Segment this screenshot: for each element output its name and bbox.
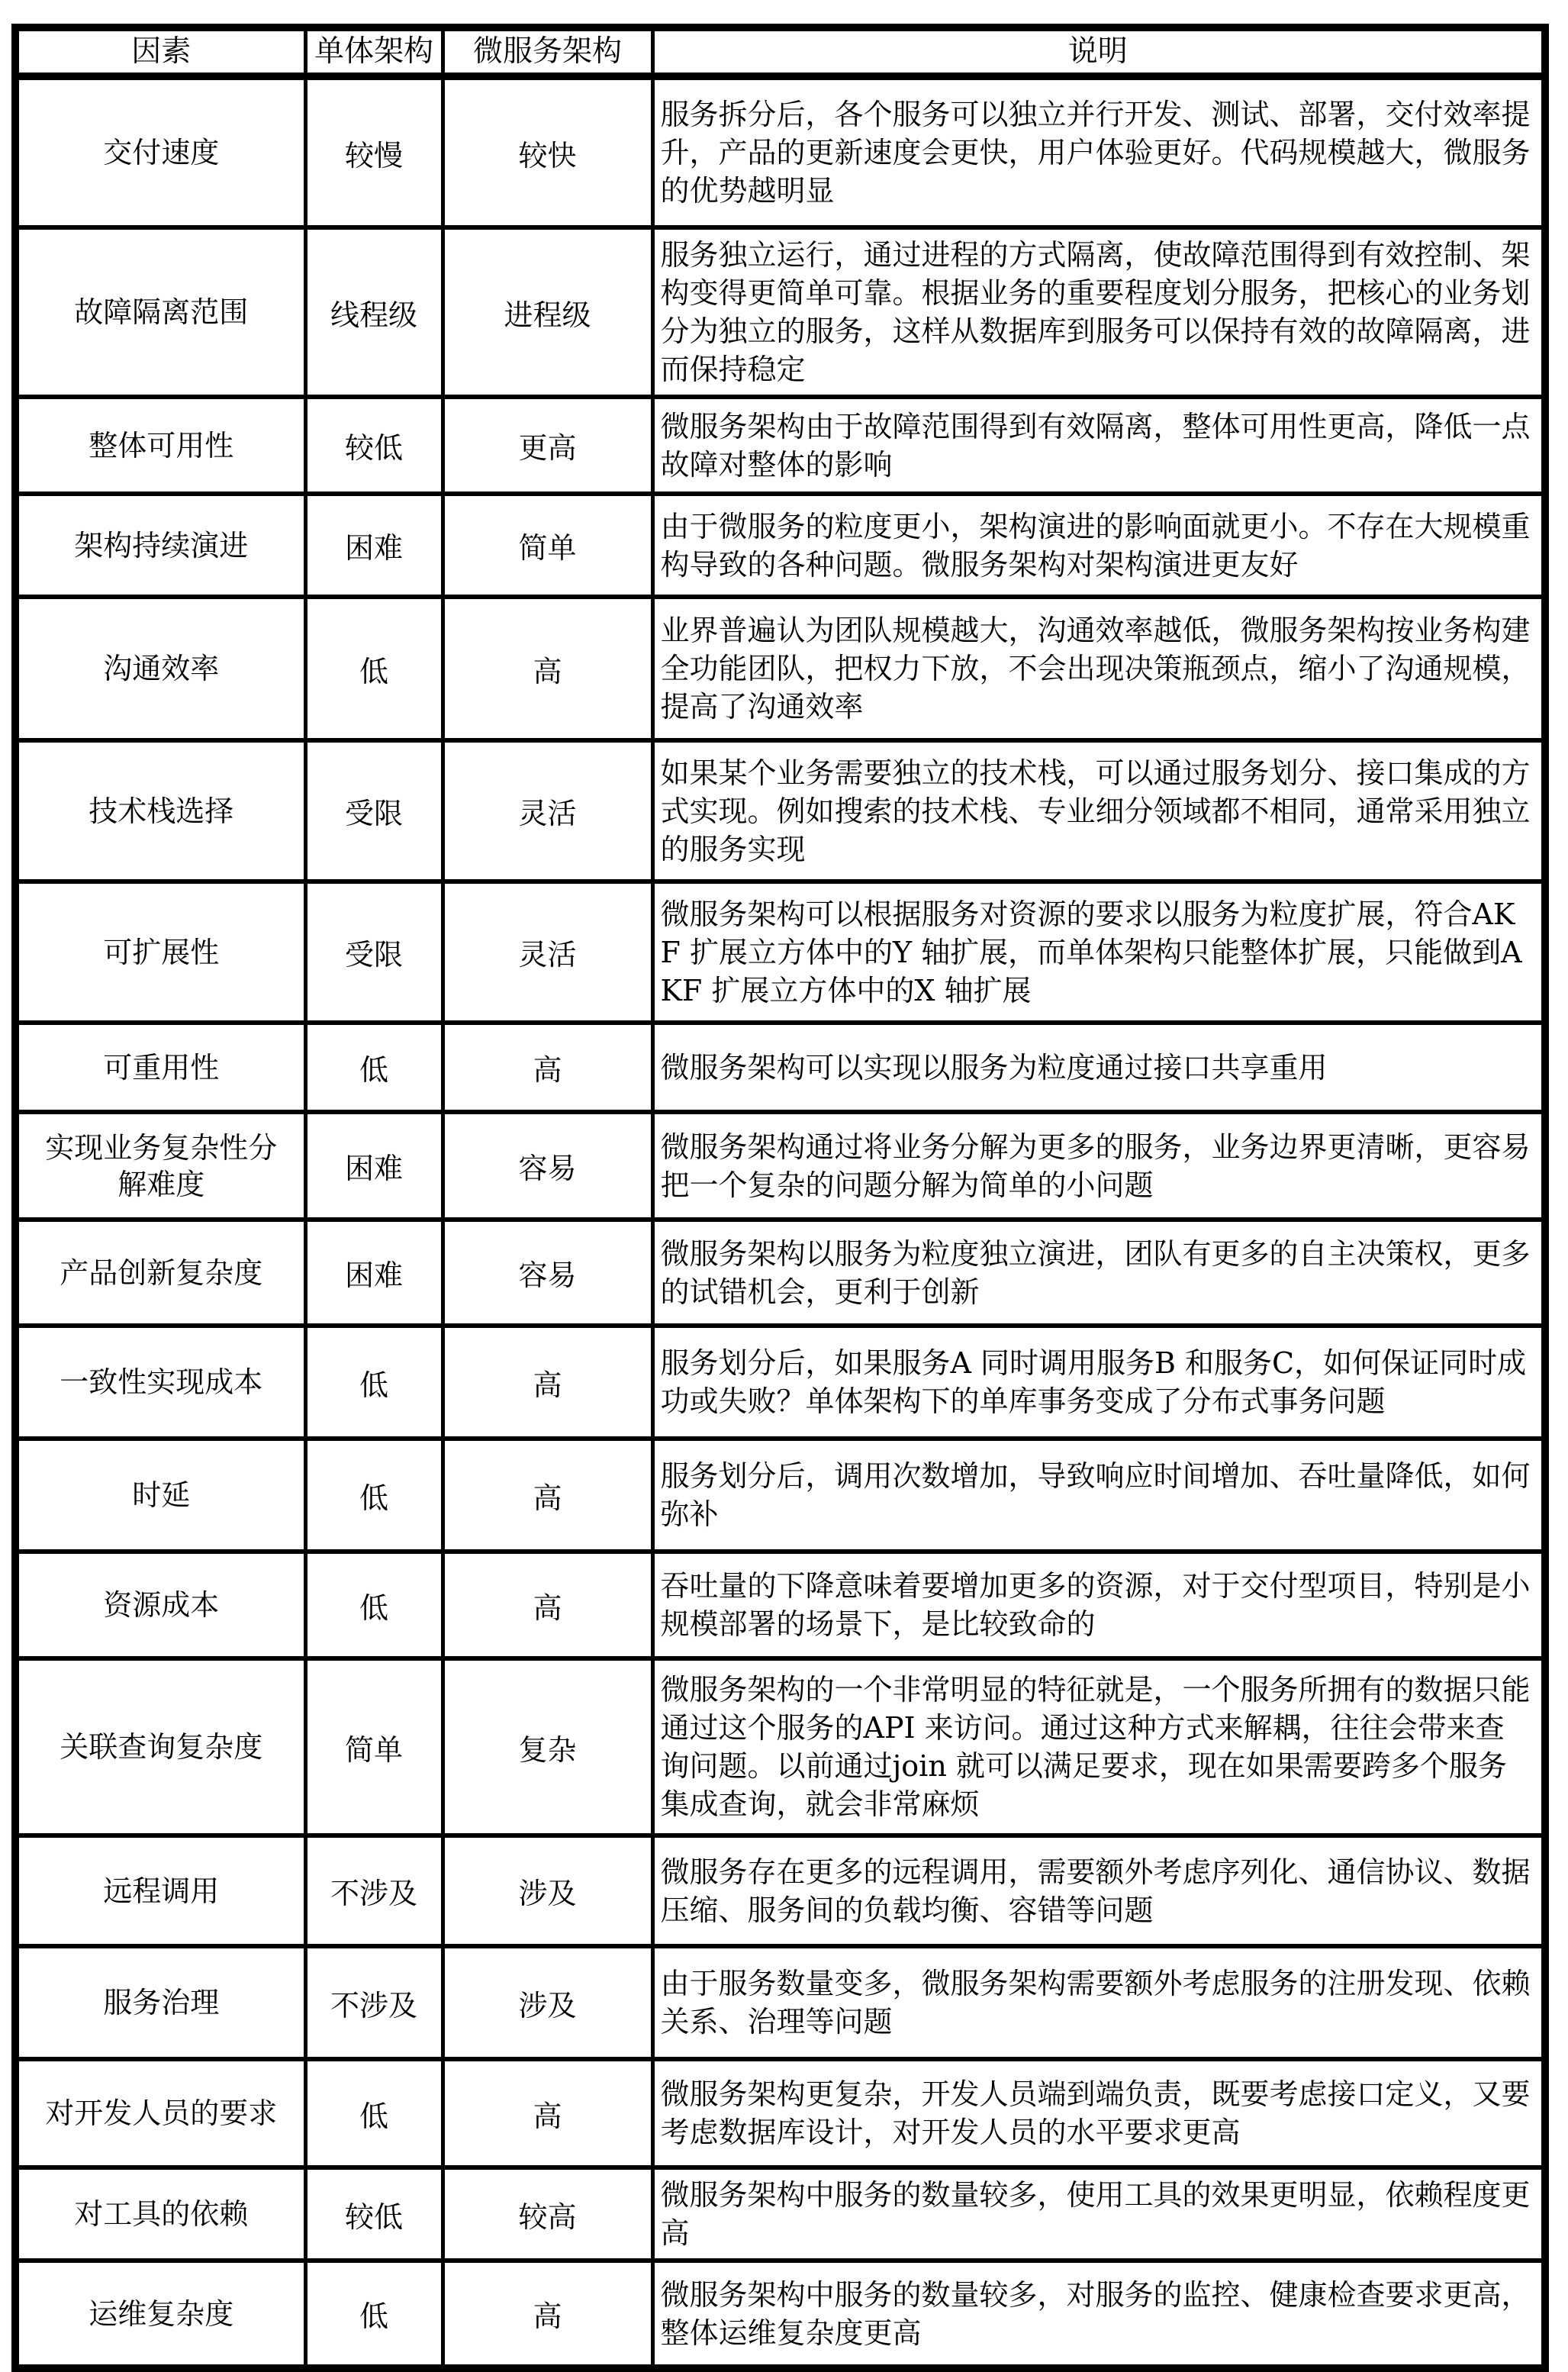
- factor-cell: 沟通效率: [15, 597, 305, 740]
- factor-cell: 对开发人员的要求: [15, 2059, 305, 2167]
- monolithic-value-cell: 不涉及: [305, 1946, 443, 2059]
- microservices-value-cell: 进程级: [443, 227, 652, 397]
- header-row: [15, 27, 1545, 76]
- header-microservices-architecture: 微服务架构: [443, 27, 652, 76]
- microservices-value-cell: 较高: [443, 2167, 652, 2261]
- monolithic-value-cell: 低: [305, 2059, 443, 2167]
- description-cell: 由于微服务的粒度更小，架构演进的影响面就更小。不存在大规模重构导致的各种问题。微服务架构对架构演进更友好: [652, 494, 1545, 597]
- table-row: [15, 76, 1545, 227]
- description-cell: 微服务架构更复杂，开发人员端到端负责，既要考虑接口定义，又要考虑数据库设计，对开发人员的水平要求更高: [652, 2059, 1545, 2167]
- factor-cell: 故障隔离范围: [15, 227, 305, 397]
- monolithic-value-cell: 较低: [305, 397, 443, 494]
- monolithic-value-cell: 受限: [305, 881, 443, 1023]
- table-row: [15, 2167, 1545, 2261]
- description-cell: 微服务架构由于故障范围得到有效隔离，整体可用性更高，降低一点故障对整体的影响: [652, 397, 1545, 494]
- header-factor: 因素: [15, 27, 305, 76]
- microservices-value-cell: 高: [443, 1023, 652, 1112]
- description-cell: 服务拆分后，各个服务可以独立并行开发、测试、部署，交付效率提升，产品的更新速度会更快，用户体验更好。代码规模越大，微服务的优势越明显: [652, 76, 1545, 227]
- table-row: [15, 1439, 1545, 1552]
- factor-cell: 可扩展性: [15, 881, 305, 1023]
- monolithic-value-cell: 受限: [305, 740, 443, 881]
- monolithic-value-cell: 低: [305, 2261, 443, 2368]
- microservices-value-cell: 高: [443, 1552, 652, 1658]
- header-monolithic-architecture: 单体架构: [305, 27, 443, 76]
- monolithic-value-cell: 困难: [305, 494, 443, 597]
- table-body: [15, 76, 1545, 2368]
- monolithic-value-cell: 低: [305, 597, 443, 740]
- microservices-value-cell: 高: [443, 2059, 652, 2167]
- description-cell: 微服务架构可以实现以服务为粒度通过接口共享重用: [652, 1023, 1545, 1112]
- microservices-value-cell: 涉及: [443, 1835, 652, 1946]
- monolithic-value-cell: 较慢: [305, 76, 443, 227]
- table-row: [15, 227, 1545, 397]
- table-row: [15, 1023, 1545, 1112]
- monolithic-value-cell: 低: [305, 1023, 443, 1112]
- factor-cell: 服务治理: [15, 1946, 305, 2059]
- table-row: [15, 597, 1545, 740]
- table-row: [15, 1552, 1545, 1658]
- factor-cell: 对工具的依赖: [15, 2167, 305, 2261]
- microservices-value-cell: 简单: [443, 494, 652, 597]
- factor-cell: 技术栈选择: [15, 740, 305, 881]
- monolithic-value-cell: 低: [305, 1439, 443, 1552]
- microservices-value-cell: 容易: [443, 1112, 652, 1220]
- table-row: [15, 1112, 1545, 1220]
- microservices-value-cell: 高: [443, 2261, 652, 2368]
- description-cell: 微服务架构以服务为粒度独立演进，团队有更多的自主决策权，更多的试错机会，更利于创新: [652, 1220, 1545, 1326]
- description-cell: 如果某个业务需要独立的技术栈，可以通过服务划分、接口集成的方式实现。例如搜索的技术栈、专业细分领域都不相同，通常采用独立的服务实现: [652, 740, 1545, 881]
- microservices-value-cell: 更高: [443, 397, 652, 494]
- description-cell: 微服务架构中服务的数量较多，使用工具的效果更明显，依赖程度更高: [652, 2167, 1545, 2261]
- monolithic-value-cell: 不涉及: [305, 1835, 443, 1946]
- monolithic-value-cell: 简单: [305, 1658, 443, 1835]
- description-cell: 微服务架构的一个非常明显的特征就是，一个服务所拥有的数据只能通过这个服务的API 来访问。通过这种方式来解耦，往往会带来查询问题。以前通过join 就可以满足要求，现在如果需要跨多个服务集成查询，就会非常麻烦: [652, 1658, 1545, 1835]
- table-row: [15, 1658, 1545, 1835]
- factor-cell: 整体可用性: [15, 397, 305, 494]
- factor-cell: 时延: [15, 1439, 305, 1552]
- monolithic-value-cell: 困难: [305, 1220, 443, 1326]
- description-cell: 服务划分后，调用次数增加，导致响应时间增加、吞吐量降低，如何弥补: [652, 1439, 1545, 1552]
- header-description: 说明: [652, 27, 1545, 76]
- monolithic-value-cell: 线程级: [305, 227, 443, 397]
- factor-cell: 运维复杂度: [15, 2261, 305, 2368]
- microservices-value-cell: 复杂: [443, 1658, 652, 1835]
- description-cell: 微服务架构通过将业务分解为更多的服务，业务边界更清晰，更容易把一个复杂的问题分解为简单的小问题: [652, 1112, 1545, 1220]
- table-row: [15, 397, 1545, 494]
- description-cell: 业界普遍认为团队规模越大，沟通效率越低，微服务架构按业务构建全功能团队，把权力下放，不会出现决策瓶颈点，缩小了沟通规模，提高了沟通效率: [652, 597, 1545, 740]
- monolithic-value-cell: 低: [305, 1552, 443, 1658]
- factor-cell: 架构持续演进: [15, 494, 305, 597]
- table-row: [15, 1946, 1545, 2059]
- monolithic-value-cell: 困难: [305, 1112, 443, 1220]
- table-row: [15, 2059, 1545, 2167]
- factor-cell: 产品创新复杂度: [15, 1220, 305, 1326]
- table-row: [15, 1326, 1545, 1439]
- factor-cell: 交付速度: [15, 76, 305, 227]
- description-cell: 微服务架构可以根据服务对资源的要求以服务为粒度扩展，符合AKF 扩展立方体中的Y 轴扩展，而单体架构只能整体扩展，只能做到AKF 扩展立方体中的X 轴扩展: [652, 881, 1545, 1023]
- factor-cell: 远程调用: [15, 1835, 305, 1946]
- description-cell: 服务划分后，如果服务A 同时调用服务B 和服务C，如何保证同时成功或失败？单体架构下的单库事务变成了分布式事务问题: [652, 1326, 1545, 1439]
- microservices-value-cell: 容易: [443, 1220, 652, 1326]
- microservices-value-cell: 涉及: [443, 1946, 652, 2059]
- table-row: [15, 1220, 1545, 1326]
- factor-cell: 一致性实现成本: [15, 1326, 305, 1439]
- table-row: [15, 740, 1545, 881]
- description-cell: 由于服务数量变多，微服务架构需要额外考虑服务的注册发现、依赖关系、治理等问题: [652, 1946, 1545, 2059]
- description-cell: 吞吐量的下降意味着要增加更多的资源，对于交付型项目，特别是小规模部署的场景下，是比较致命的: [652, 1552, 1545, 1658]
- microservices-value-cell: 较快: [443, 76, 652, 227]
- microservices-value-cell: 灵活: [443, 740, 652, 881]
- microservices-value-cell: 高: [443, 1326, 652, 1439]
- factor-cell: 资源成本: [15, 1552, 305, 1658]
- microservices-value-cell: 灵活: [443, 881, 652, 1023]
- table-row: [15, 2261, 1545, 2368]
- description-cell: 服务独立运行，通过进程的方式隔离，使故障范围得到有效控制、架构变得更简单可靠。根据业务的重要程度划分服务，把核心的业务划分为独立的服务，这样从数据库到服务可以保持有效的故障隔离，进而保持稳定: [652, 227, 1545, 397]
- factor-cell: 关联查询复杂度: [15, 1658, 305, 1835]
- table-row: [15, 881, 1545, 1023]
- table-row: [15, 1835, 1545, 1946]
- microservices-value-cell: 高: [443, 597, 652, 740]
- comparison-table: [11, 24, 1549, 2372]
- table-row: [15, 494, 1545, 597]
- table-header: [15, 27, 1545, 76]
- monolithic-value-cell: 低: [305, 1326, 443, 1439]
- description-cell: 微服务架构中服务的数量较多，对服务的监控、健康检查要求更高，整体运维复杂度更高: [652, 2261, 1545, 2368]
- microservices-value-cell: 高: [443, 1439, 652, 1552]
- monolithic-value-cell: 较低: [305, 2167, 443, 2261]
- description-cell: 微服务存在更多的远程调用，需要额外考虑序列化、通信协议、数据压缩、服务间的负载均衡、容错等问题: [652, 1835, 1545, 1946]
- factor-cell: 可重用性: [15, 1023, 305, 1112]
- factor-cell: 实现业务复杂性分解难度: [15, 1112, 305, 1220]
